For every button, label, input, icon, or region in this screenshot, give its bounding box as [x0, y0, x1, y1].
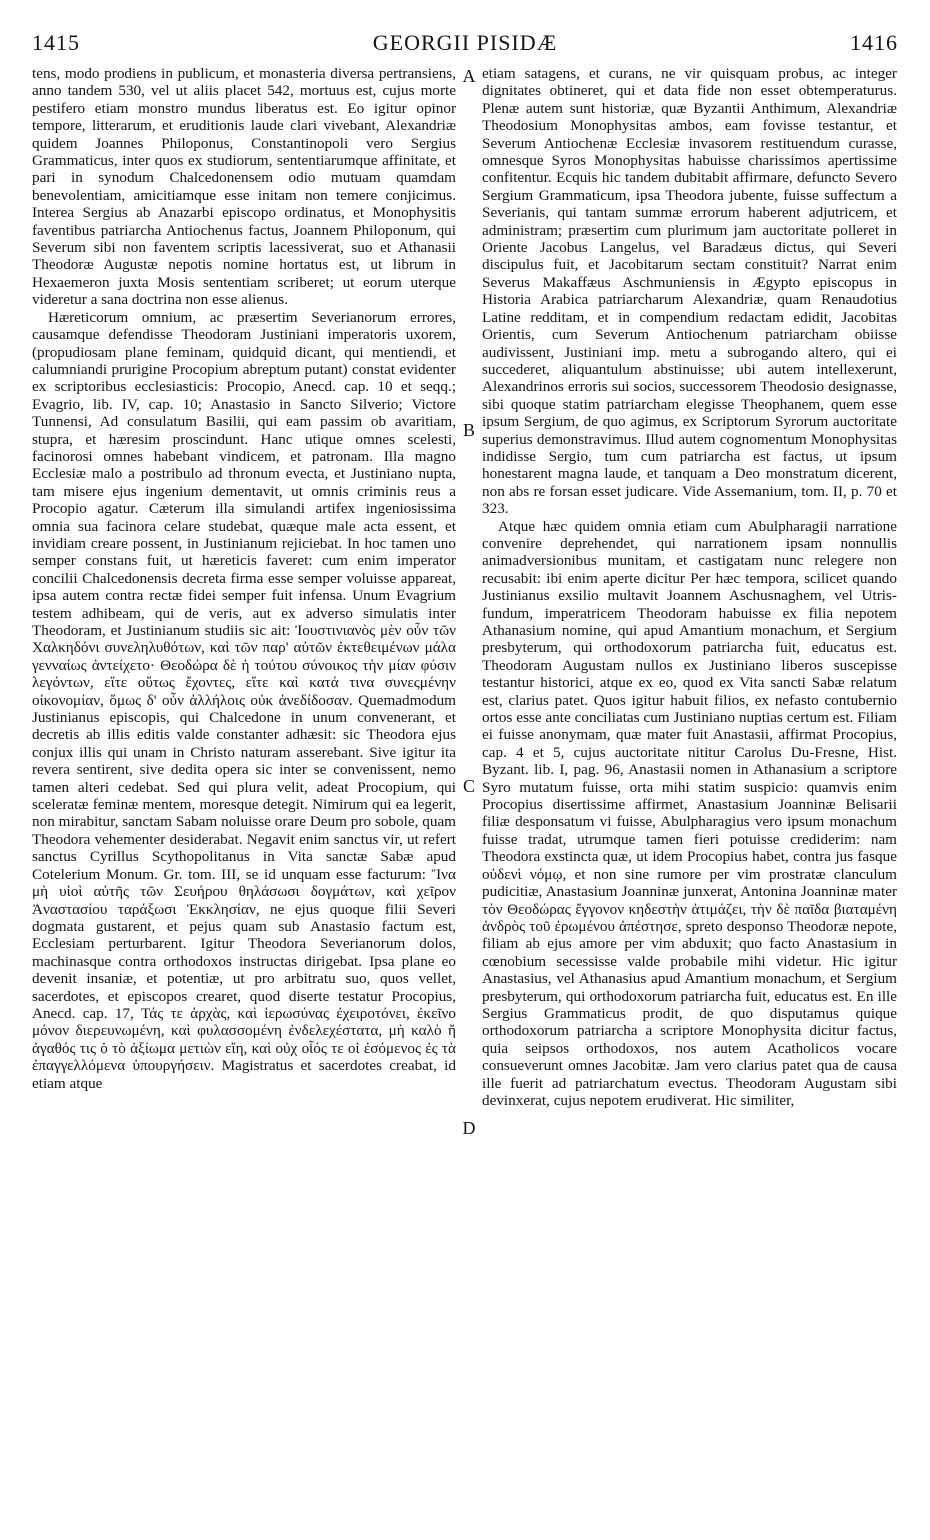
- page-number-right: 1416: [850, 30, 898, 55]
- running-header: [32, 30, 898, 60]
- section-marker-c: C: [462, 776, 475, 796]
- right-column: [482, 65, 897, 1109]
- paragraph: Hæreticorum omnium, ac præsertim Severianorum errores, causamque defendisse Theodoram Justiniani imperatoris uxorem, (propudiosam plane feminam, quidquid dicant, qui mentiendi, et calumniandi prurigine Procopium abreptum putant) constat evidenter ex scriptoribus ecclesiasticis: Procopio, Anecd. cap. 10 et seqq.; Evagrio, lib. IV, cap. 10; Anastasio in Sancto Silverio; Victore Tunnensi, Ad consulatum Basilii, qui eam passim ob avaritiam, stupra, et hæresim proscindunt. Hanc utique omnes scelesti, facinorosi omnes habebant vindicem, et patronam. Illa magno Ecclesiæ malo a postribulo ad thronum evecta, et Justiniano nupta, tam misere ejus ingenium dementavit, ut omnis criminis reus a Procopio agatur. Cæterum illa simulandi artifex ingeniosissima omnia sua facinora celare studebat, quæque male acta essent, et invidiam creare possent, in Justinianum rejiciebat. In hoc tamen uno semper constans fuit, ut hæreticis faveret: cum enim imperator concilii Chalcedonensis decreta firma esse semper voluisse appareat, ipsa autem contra rectæ fidei semper fuit infensa. Unum Evagrium testem adhibeam, qui de veris, aut ex adverso simulatis inter Theodoram, et Justinianum studiis sic ait: Ἰουστινιανὸς μὲν οὖν τῶν Χαλκηδόνι συνεληλυθότων, καὶ τῶν παρ' αὐτῶν ἐκτεθειμένων μάλα γενναίως ἀντείχετο· Θεοδώρα δὲ ἡ τούτου σύνοικος τὴν μίαν φύσιν λεγόντων, εἴτε οὕτως ἔχοντες, εἴτε καὶ κατά τινα συνεςμένην οἰκονομίαν, ὅμως δ' οὖν ἀλλήλοις οὐκ ἀνεδίδοσαν. Quemadmodum Justinianus episcopis, qui Chalcedone in unum convenerant, et decretis ab illis editis valde constanter adhæsit: sic Theodora ejus conjux illis qui unam in Christo naturam asserebant. Sive igitur ita revera sentirent, sive dedita opera sic inter se convenissent, nemo tamen alteri cedebat. Sed qui plura velit, adeat Procopium, qui sceleratæ feminæ mentem, moresque detegit. Nimirum qui ea legerit, non mirabitur, sanctam Sabam noluisse orare Deum pro sobole, quam Theodora vehementer desiderabat. Negavit enim sanctus vir, ut refert sanctus Cyrillus Scythopolitanus in Vita sanctæ Sabæ apud Cotelerium Monum. Gr. tom. III, se id unquam esse facturum: Ἵνα μὴ υἱοὶ αὐτῆς τῶν Σευήρου θηλάσωσι δογμάτων, καὶ χεῖρον Ἀναστασίου ταράξωσι Ἐκκλησίαν, ne ejus quoque filii Severi dogmata gustarent, et pejus quam sub Anastasio factum est, Ecclesiam perturbarent. Igitur Theodora Severianorum dolos, machinasque contra orthodoxos instructas dirigebat. Ipsa plane eo devenit insaniæ, et potentiæ, ut pro arbitratu suo, quos vellet, sacerdotes, et episcopos crearet, quod diserte testatur Procopius, Anecd. cap. 17, Τάς τε ἀρχὰς, καὶ ἱερωσύνας ἐχειροτόνει, ἐκεῖνο μόνον διερευνωμένη, καὶ φυλασσομένη ἐνδελεχέστατα, μὴ καλὸ ἤ ἀγαθός τις ὁ τὸ ἀξίωμα μετιὼν εἴη, καὶ οὐχ οἷός τε οἱ ἐσόμενος ἐς τὰ ἐπαγγελλόμενα ὑπουργήσειν. Magistratus et sacerdotes creabat, id etiam atque: [32, 308, 456, 1092]
- section-marker-a: A: [462, 66, 476, 86]
- paragraph: Atque hæc quidem omnia etiam cum Abulpharagii narratione convenire deprehendet, qui narrationem ipsam nonnullis animadversionibus munitam, et castigatam nunc relegere non recusabit: ibi enim aperte dicitur Per hæc tempora, scilicet quando Justinianus exsilio multavit Joannem Aschusnaghem, vel Utris-fundum, imperatricem Theodoram habuisse ex filia nepotem Athanasium nomine, qui apud Amantium monachum, et Sergium presbyterum, qui orthodoxorum patriarcha fuit, educatus est. Theodoram Augustam nullos ex Justiniano liberos suscepisse testantur historici, atque ex eo, quod ex Vita sancti Sabæ relatum est, clarius patet. Quos igitur habuit filios, ex nefasto contubernio ortos esse ante conciliatas cum Justiniano nuptias certum est. Filiam ei fuisse anonymam, quæ mater fuit Anastasii, affirmat Procopius, cap. 4 et 5, cujus auctoritate nititur Carolus Du-Fresne, Hist. Byzant. lib. I, pag. 96, Anastasii nomen in Athanasium a scriptore Syro mutatum fuisse, orta mihi statim suspicio: quamvis enim Procopius disertissime affirmet, Anastasium Joanninæ Belisarii filiæ desponsatum vi fuisse, Abulpharagius vero ipsum monachum fuisse tradat, utrumque tamen fieri potuisse crediderim: nam Theodora exstincta quæ, ut idem Procopius habet, contra jus fasque οὐδενὶ νόμῳ, et non sine rumore per vim prostratæ clanculum pudicitiæ, Anastasium Joanninæ junxerat, Antonina Joanninæ mater τὸν Θεοδώρας ἔγγονον κηδεστὴν ἀτιμάζει, τὴν δὲ παῖδα βιαταμένη ἀνδρὸς τοῦ ἐρωμένου ἀπέστησε, spreto desponso Theodoræ nepote, filiam ab ejus amore per vim abduxit; quo facto Anastasium in cœnobium secessisse valde probabile mihi videtur. Hic igitur Anastasius, vel Athanasius apud Amantium monachum, et Sergium presbyterum, qui orthodoxorum patriarcha fuit, educatus est. En ille Sergius Grammaticus prodit, de quo disputamus quique orthodoxorum patriarcha a scriptore Monophysita dicitur factus, quia seipsos orthodoxos, nos autem Acatholicos vocare consueverunt omnes Jacobitæ. Jam vero clarius patet qua de causa ille fuerit ad patriarchatum evectus. Theodoram Augustam sibi devinxerat, cujus nepotem erudiverat. Hic similiter,: [482, 517, 897, 1109]
- running-title: GEORGII PISIDÆ: [372, 30, 558, 55]
- paragraph: tens, modo prodiens in publicum, et monasteria diversa pertransiens, anno tandem 530, vel ut aliis placet 542, mortuus est, cujus morte pestifero etiam monstro mundus liberatus est. Eo igitur opinor tempore, litterarum, et eruditionis laude clari vivebant, Alexandriæ quidem Joannes Philoponus, Constantinopoli vero Sergius Grammaticus, inter quos ex studiorum, sententiarumque affinitate, et pari in synodum Chalcedonensem odio mutuam quamdam benevolentiam, amicitiamque esse initam non temere conjicimus. Interea Sergius ab Anazarbi episcopo ordinatus, et Monophysitis faventibus patriarcha Antiochenus factus, Joannem Philoponum, qui Severum sibi non faventem scriptis lacessiverat, suo et Athanasii Theodoræ Augustæ nepotis nomine hortatus est, ut librum in Hexaemeron juxta Mosis sententiam scriberet; ut eorum uterque videretur a sana doctrina non esse alienus.: [32, 65, 456, 309]
- paragraph: etiam satagens, et curans, ne vir quisquam probus, ac integer dignitates obtineret, qui et data fide non esset obtemperaturus. Plenæ autem sunt historiæ, quæ Byzantii Anthimum, Alexandriæ Theodosium Monophysitas ambos, eam fovisse testantur, et Severum Antiochenæ Ecclesiæ invasorem restituendum curasse, omnesque Syros Monophysitas habuisse charissimos apertissime confitentur. Ecquis hic tandem dubitabit affirmare, defuncto Severo Sergium Grammaticum, ipsa Theodora jubente, fuisse suffectum a Severianis, qui tantam summæ errorum haberent adjutricem, et administram; præsertim cum plurimum jam auctoritate polleret in Oriente Jacobus Langelus, vel Baradæus dictus, qui Severi discipulus fuit, et Jacobitarum sectam constituit? Narrat enim Severus Makaffæus Aschmuniensis in Ægypto episcopus in Historia Arabica patriarcharum Alexandriæ, quam Renaudotius Latine redditam, et in compendium redactam edidit, Jacobitas Orientis, cum Severum Antiochenum patriarcham obiisse audivissent, Justiniani imp. metu a subrogando altero, qui ei succederet, aliquantulum abstinuisse; ubi autem intellexerunt, Alexandrinos erroris sui socios, successorem Theodosio designasse, sibi quoque statim patriarcham elegisse Theophanem, quem esse ipsum Sergium, de quo agimus, ex Scriptorum Syrorum auctoritate superius demonstravimus. Illud autem cognomentum Monophysitas indidisse Sergio, tum cum patriarcha est factus, ut ipsum honestarent magna laude, et tanquam a Deo monstratum dicerent, non abs re forsan esset judicare. Vide Assemanium, tom. II, p. 70 et 323.: [482, 65, 897, 518]
- section-marker-b: B: [462, 420, 475, 440]
- left-column: [32, 65, 456, 1092]
- section-marker-d: D: [462, 1118, 476, 1138]
- page-number-left: 1415: [32, 30, 80, 55]
